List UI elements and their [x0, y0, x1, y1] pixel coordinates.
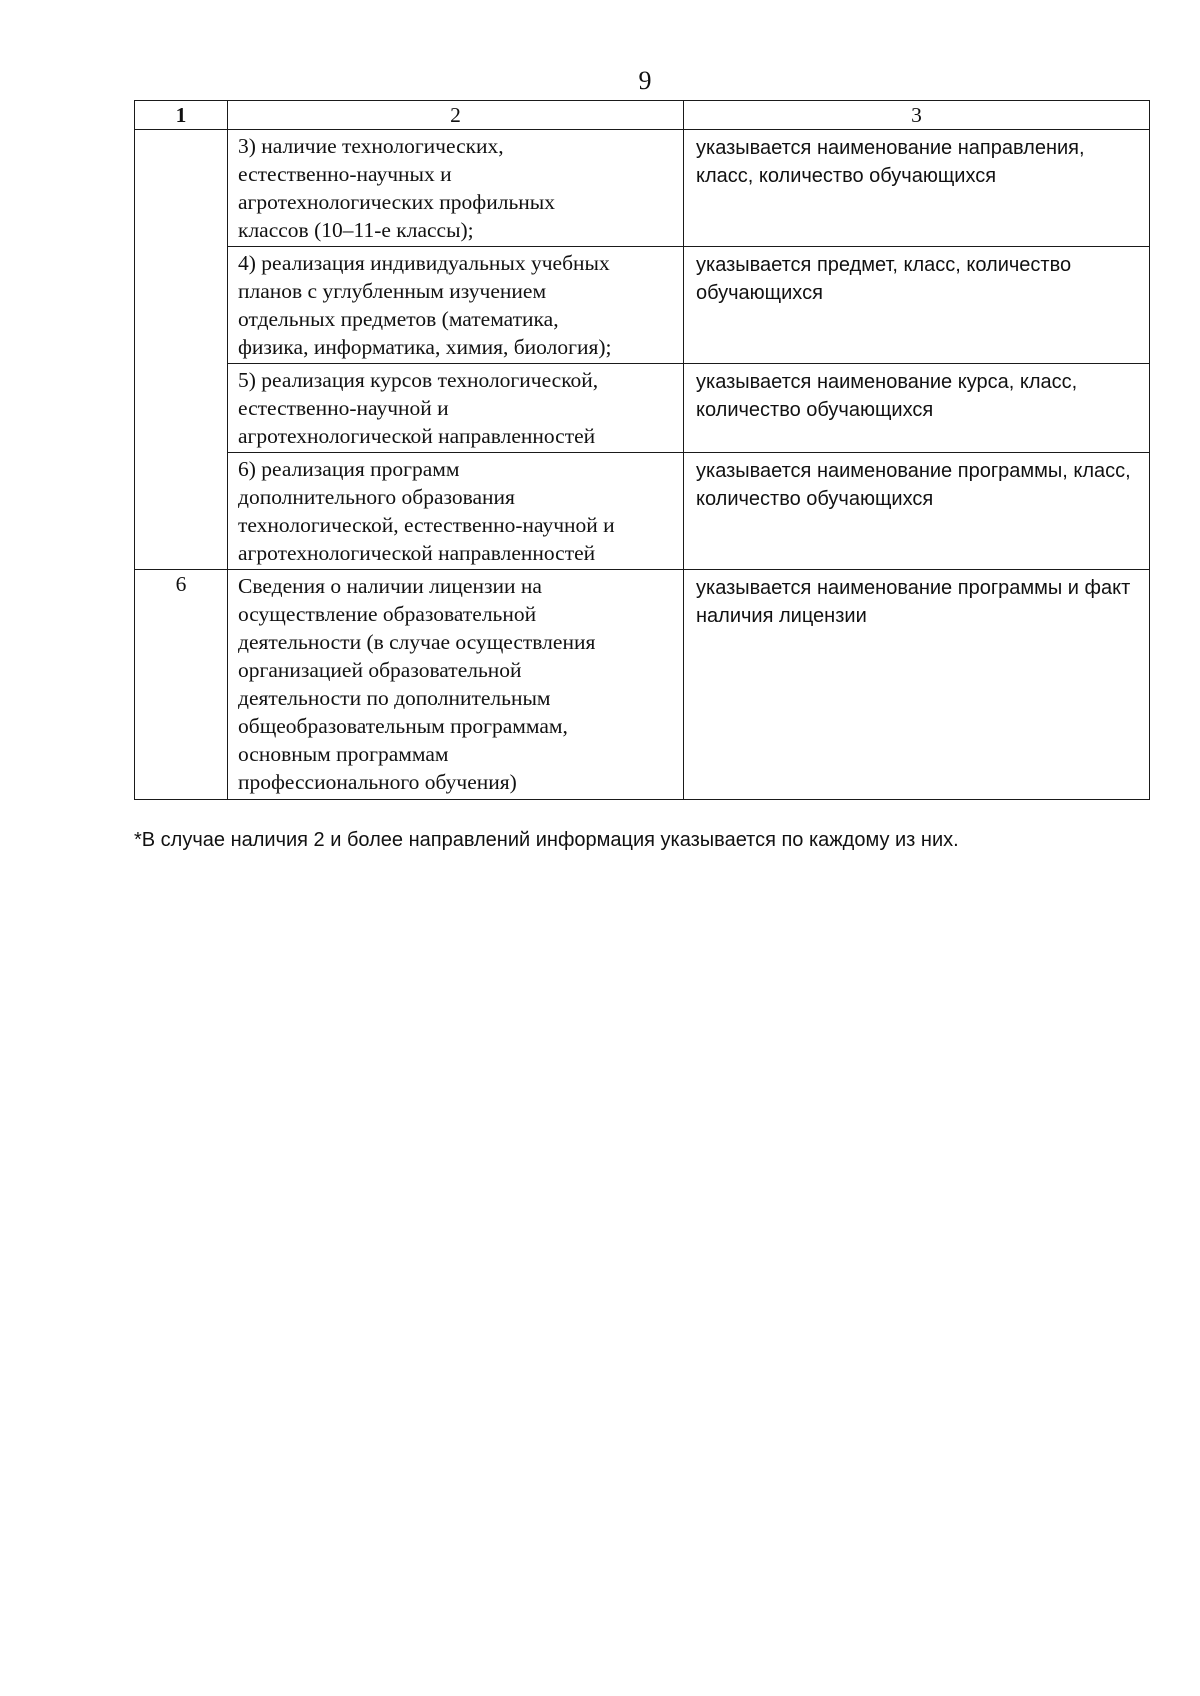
row-number — [135, 130, 228, 570]
row-instruction: указывается наименование программы, класс, количество обучающихся — [684, 453, 1150, 570]
description-line: естественно-научной и — [238, 396, 449, 420]
table-row — [135, 247, 1150, 364]
description-line: агротехнологической направленностей — [238, 424, 596, 448]
header-col-1: 1 — [135, 101, 228, 130]
header-col-2: 2 — [228, 101, 684, 130]
description-line: агротехнологических профильных — [238, 190, 555, 214]
description-line: основным программам — [238, 742, 449, 766]
row-description — [228, 570, 684, 800]
description-line: классов (10–11-е классы); — [238, 218, 474, 242]
row-instruction: указывается наименование направления, класс, количество обучающихся — [684, 130, 1150, 247]
requirements-table — [134, 100, 1150, 800]
description-line: 4) реализация индивидуальных учебных — [238, 251, 610, 275]
row-instruction: указывается предмет, класс, количество обучающихся — [684, 247, 1150, 364]
row-description — [228, 453, 684, 570]
table-header-row — [135, 101, 1150, 130]
table-row — [135, 130, 1150, 247]
table-row — [135, 570, 1150, 800]
row-number: 6 — [135, 570, 228, 800]
description-line: Сведения о наличии лицензии на — [238, 574, 542, 598]
description-line: деятельности по дополнительным — [238, 686, 551, 710]
table-row — [135, 453, 1150, 570]
description-line: планов с углубленным изучением — [238, 279, 547, 303]
footnote: *В случае наличия 2 и более направлений информация указывается по каждому из них. — [134, 829, 959, 851]
description-line: физика, информатика, химия, биология); — [238, 335, 612, 359]
description-line: общеобразовательным программам, — [238, 714, 568, 738]
description-line: организацией образовательной — [238, 658, 522, 682]
table-row — [135, 364, 1150, 453]
row-description — [228, 130, 684, 247]
description-line: естественно-научных и — [238, 162, 452, 186]
row-instruction: указывается наименование программы и факт наличия лицензии — [684, 570, 1150, 800]
row-description — [228, 247, 684, 364]
row-description — [228, 364, 684, 453]
description-line: агротехнологической направленностей — [238, 541, 596, 565]
description-line: технологической, естественно-научной и — [238, 513, 615, 537]
description-line: отдельных предметов (математика, — [238, 307, 559, 331]
row-instruction: указывается наименование курса, класс, количество обучающихся — [684, 364, 1150, 453]
page-number: 9 — [638, 66, 652, 95]
description-line: осуществление образовательной — [238, 602, 537, 626]
description-line: 6) реализация программ — [238, 457, 460, 481]
description-line: 5) реализация курсов технологической, — [238, 368, 599, 392]
description-line: деятельности (в случае осуществления — [238, 630, 596, 654]
header-col-3: 3 — [684, 101, 1150, 130]
description-line: профессионального обучения) — [238, 770, 517, 794]
description-line: дополнительного образования — [238, 485, 515, 509]
description-line: 3) наличие технологических, — [238, 134, 504, 158]
